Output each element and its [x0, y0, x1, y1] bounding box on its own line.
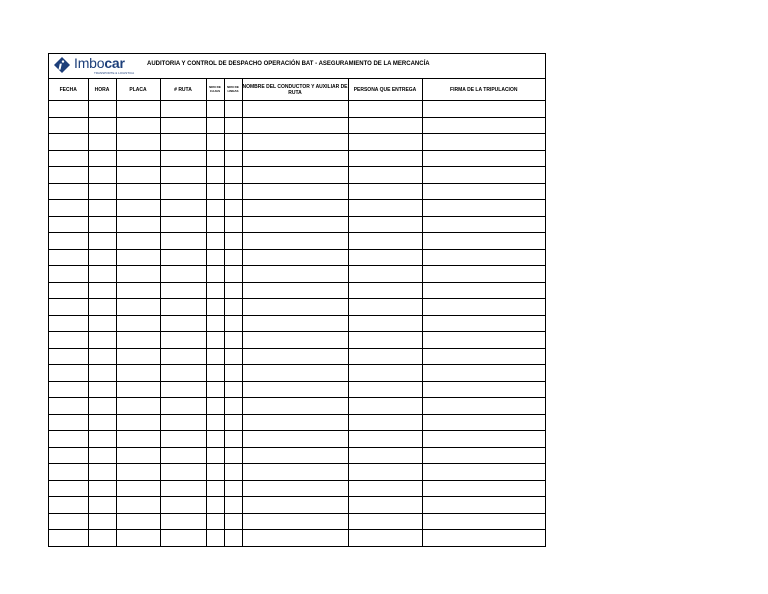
- entry-cell[interactable]: [242, 464, 348, 481]
- entry-cell[interactable]: [160, 101, 206, 118]
- entry-cell[interactable]: [242, 101, 348, 118]
- entry-cell[interactable]: [116, 348, 160, 365]
- entry-cell[interactable]: [422, 414, 545, 431]
- table-row: [49, 249, 545, 266]
- entry-cell[interactable]: [49, 167, 88, 184]
- table-row: [49, 134, 545, 151]
- entry-cell[interactable]: [206, 200, 224, 217]
- entry-cell[interactable]: [160, 299, 206, 316]
- entry-cell[interactable]: [116, 381, 160, 398]
- entry-cell[interactable]: [422, 480, 545, 497]
- entry-cell[interactable]: [116, 282, 160, 299]
- entry-cell[interactable]: [348, 216, 422, 233]
- entry-cell[interactable]: [88, 233, 116, 250]
- entry-cell[interactable]: [160, 332, 206, 349]
- entry-cell[interactable]: [49, 398, 88, 415]
- entry-cell[interactable]: [224, 299, 242, 316]
- entry-cell[interactable]: [422, 315, 545, 332]
- entry-cell[interactable]: [88, 447, 116, 464]
- table-row: [49, 381, 545, 398]
- entry-cell[interactable]: [224, 167, 242, 184]
- table-row: [49, 513, 545, 530]
- entry-cell[interactable]: [242, 381, 348, 398]
- entry-cell[interactable]: [224, 381, 242, 398]
- entry-cell[interactable]: [242, 315, 348, 332]
- entry-cell[interactable]: [116, 101, 160, 118]
- entry-cell[interactable]: [88, 299, 116, 316]
- entry-cell[interactable]: [348, 398, 422, 415]
- entry-cell[interactable]: [242, 299, 348, 316]
- entry-cell[interactable]: [224, 200, 242, 217]
- entry-cell[interactable]: [348, 150, 422, 167]
- entry-cell[interactable]: [49, 332, 88, 349]
- entry-cell[interactable]: [206, 365, 224, 382]
- table-row: [49, 117, 545, 134]
- entry-cell[interactable]: [49, 117, 88, 134]
- form-header: [49, 54, 545, 79]
- entry-cell[interactable]: [242, 167, 348, 184]
- entry-cell[interactable]: [422, 530, 545, 546]
- entry-cell[interactable]: [206, 315, 224, 332]
- entry-cell[interactable]: [160, 216, 206, 233]
- entry-cell[interactable]: [88, 332, 116, 349]
- entry-cell[interactable]: [88, 365, 116, 382]
- entry-cell[interactable]: [422, 183, 545, 200]
- entry-cell[interactable]: [160, 134, 206, 151]
- entry-cell[interactable]: [224, 464, 242, 481]
- entry-cell[interactable]: [224, 266, 242, 283]
- entry-cell[interactable]: [422, 299, 545, 316]
- entry-cell[interactable]: [422, 249, 545, 266]
- entry-cell[interactable]: [116, 513, 160, 530]
- entry-cell[interactable]: [242, 480, 348, 497]
- table-row: [49, 233, 545, 250]
- entry-cell[interactable]: [49, 282, 88, 299]
- table-row: [49, 299, 545, 316]
- entry-cell[interactable]: [206, 183, 224, 200]
- entry-cell[interactable]: [242, 134, 348, 151]
- entry-cell[interactable]: [242, 266, 348, 283]
- entry-cell[interactable]: [116, 134, 160, 151]
- entry-cell[interactable]: [348, 348, 422, 365]
- entry-cell[interactable]: [206, 480, 224, 497]
- entry-cell[interactable]: [206, 530, 224, 546]
- entry-cell[interactable]: [116, 299, 160, 316]
- entry-cell[interactable]: [348, 183, 422, 200]
- entry-cell[interactable]: [116, 266, 160, 283]
- entry-cell[interactable]: [422, 150, 545, 167]
- entry-cell[interactable]: [348, 249, 422, 266]
- entry-cell[interactable]: [116, 200, 160, 217]
- entry-cell[interactable]: [242, 249, 348, 266]
- entry-cell[interactable]: [224, 530, 242, 546]
- entry-cell[interactable]: [242, 150, 348, 167]
- col-header-persona-entrega: PERSONA QUE ENTREGA: [348, 79, 422, 101]
- table-row: [49, 431, 545, 448]
- entry-cell[interactable]: [160, 365, 206, 382]
- entry-cell[interactable]: [224, 101, 242, 118]
- entry-cell[interactable]: [224, 447, 242, 464]
- table-row: [49, 200, 545, 217]
- table-row: [49, 365, 545, 382]
- table-row: [49, 183, 545, 200]
- entry-cell[interactable]: [88, 431, 116, 448]
- entry-cell[interactable]: [422, 200, 545, 217]
- entry-cell[interactable]: [224, 134, 242, 151]
- entry-cell[interactable]: [206, 134, 224, 151]
- logo-wordmark: Imbocar: [74, 55, 125, 71]
- entry-cell[interactable]: [242, 431, 348, 448]
- table-row: [49, 101, 545, 118]
- entry-cell[interactable]: [348, 513, 422, 530]
- entry-cell[interactable]: [206, 497, 224, 514]
- entry-cell[interactable]: [422, 266, 545, 283]
- entry-cell[interactable]: [206, 431, 224, 448]
- entry-cell[interactable]: [49, 134, 88, 151]
- entry-cell[interactable]: [88, 530, 116, 546]
- entry-cell[interactable]: [224, 497, 242, 514]
- entry-cell[interactable]: [160, 150, 206, 167]
- entry-cell[interactable]: [49, 315, 88, 332]
- entry-cell[interactable]: [49, 381, 88, 398]
- entry-cell[interactable]: [116, 117, 160, 134]
- entry-cell[interactable]: [348, 299, 422, 316]
- entry-cell[interactable]: [224, 431, 242, 448]
- entry-cell[interactable]: [348, 200, 422, 217]
- entry-cell[interactable]: [49, 431, 88, 448]
- entry-cell[interactable]: [116, 480, 160, 497]
- entry-cell[interactable]: [224, 183, 242, 200]
- entry-cell[interactable]: [160, 282, 206, 299]
- entry-cell[interactable]: [348, 167, 422, 184]
- entry-cell[interactable]: [160, 200, 206, 217]
- entry-cell[interactable]: [206, 117, 224, 134]
- table-row: [49, 464, 545, 481]
- entry-cell[interactable]: [422, 398, 545, 415]
- entry-cell[interactable]: [88, 381, 116, 398]
- entry-cell[interactable]: [49, 414, 88, 431]
- entry-cell[interactable]: [88, 134, 116, 151]
- table-header-row: [49, 79, 545, 101]
- table-row: [49, 266, 545, 283]
- entry-cell[interactable]: [348, 282, 422, 299]
- entry-cell[interactable]: [88, 150, 116, 167]
- entry-cell[interactable]: [49, 266, 88, 283]
- entry-cell[interactable]: [348, 117, 422, 134]
- entry-cell[interactable]: [206, 282, 224, 299]
- entry-cell[interactable]: [422, 332, 545, 349]
- entry-cell[interactable]: [49, 299, 88, 316]
- entry-cell[interactable]: [348, 381, 422, 398]
- entry-cell[interactable]: [49, 200, 88, 217]
- entry-cell[interactable]: [224, 150, 242, 167]
- entry-cell[interactable]: [206, 414, 224, 431]
- entry-cell[interactable]: [88, 315, 116, 332]
- col-header-placa: PLACA: [116, 79, 160, 101]
- entry-cell[interactable]: [224, 398, 242, 415]
- entry-cell[interactable]: [224, 315, 242, 332]
- table-row: [49, 497, 545, 514]
- entry-cell[interactable]: [160, 381, 206, 398]
- entry-cell[interactable]: [49, 480, 88, 497]
- entry-cell[interactable]: [88, 266, 116, 283]
- entry-cell[interactable]: [348, 414, 422, 431]
- entry-cell[interactable]: [224, 480, 242, 497]
- entry-cell[interactable]: [116, 414, 160, 431]
- entry-cell[interactable]: [160, 348, 206, 365]
- entry-cell[interactable]: [88, 414, 116, 431]
- entry-cell[interactable]: [242, 365, 348, 382]
- entry-cell[interactable]: [348, 233, 422, 250]
- entry-cell[interactable]: [348, 464, 422, 481]
- entry-cell[interactable]: [348, 530, 422, 546]
- entry-cell[interactable]: [116, 249, 160, 266]
- entry-cell[interactable]: [116, 447, 160, 464]
- table-row: [49, 530, 545, 546]
- table-row: [49, 398, 545, 415]
- entry-cell[interactable]: [49, 464, 88, 481]
- entry-cell[interactable]: [206, 233, 224, 250]
- entry-cell[interactable]: [160, 233, 206, 250]
- table-row: [49, 150, 545, 167]
- table-body: [49, 101, 545, 546]
- entry-cell[interactable]: [348, 266, 422, 283]
- entry-cell[interactable]: [206, 381, 224, 398]
- entry-cell[interactable]: [242, 530, 348, 546]
- entry-cell[interactable]: [160, 167, 206, 184]
- entry-cell[interactable]: [116, 365, 160, 382]
- entry-cell[interactable]: [242, 200, 348, 217]
- entry-cell[interactable]: [206, 447, 224, 464]
- entry-cell[interactable]: [160, 266, 206, 283]
- table-row: [49, 332, 545, 349]
- entry-cell[interactable]: [116, 431, 160, 448]
- entry-cell[interactable]: [224, 513, 242, 530]
- entry-cell[interactable]: [116, 497, 160, 514]
- entry-cell[interactable]: [422, 167, 545, 184]
- entry-cell[interactable]: [160, 447, 206, 464]
- entry-cell[interactable]: [422, 431, 545, 448]
- entry-cell[interactable]: [88, 398, 116, 415]
- entry-cell[interactable]: [224, 348, 242, 365]
- entry-cell[interactable]: [422, 216, 545, 233]
- table-row: [49, 480, 545, 497]
- entry-cell[interactable]: [422, 365, 545, 382]
- entry-cell[interactable]: [348, 134, 422, 151]
- entry-cell[interactable]: [49, 530, 88, 546]
- entry-cell[interactable]: [160, 497, 206, 514]
- entry-cell[interactable]: [242, 414, 348, 431]
- entry-cell[interactable]: [224, 282, 242, 299]
- col-header-firma: FIRMA DE LA TRIPULACION: [422, 79, 545, 101]
- entry-cell[interactable]: [348, 497, 422, 514]
- entry-cell[interactable]: [160, 513, 206, 530]
- entry-cell[interactable]: [160, 464, 206, 481]
- col-header-nro-lineas: NRO DE LINEAS: [224, 79, 242, 101]
- entry-cell[interactable]: [160, 249, 206, 266]
- entry-cell[interactable]: [160, 183, 206, 200]
- entry-cell[interactable]: [348, 365, 422, 382]
- entry-cell[interactable]: [116, 398, 160, 415]
- entry-cell[interactable]: [88, 216, 116, 233]
- entry-cell[interactable]: [88, 117, 116, 134]
- entry-cell[interactable]: [422, 497, 545, 514]
- entry-cell[interactable]: [224, 216, 242, 233]
- table-row: [49, 348, 545, 365]
- entry-cell[interactable]: [88, 183, 116, 200]
- entry-cell[interactable]: [116, 167, 160, 184]
- entry-cell[interactable]: [422, 117, 545, 134]
- entry-cell[interactable]: [160, 398, 206, 415]
- entry-cell[interactable]: [206, 150, 224, 167]
- entry-cell[interactable]: [242, 497, 348, 514]
- entry-cell[interactable]: [242, 513, 348, 530]
- entry-cell[interactable]: [88, 249, 116, 266]
- entry-cell[interactable]: [206, 101, 224, 118]
- entry-cell[interactable]: [422, 381, 545, 398]
- col-header-fecha: FECHA: [49, 79, 88, 101]
- entry-cell[interactable]: [242, 233, 348, 250]
- table-row: [49, 315, 545, 332]
- col-header-hora: HORA: [88, 79, 116, 101]
- entry-cell[interactable]: [160, 414, 206, 431]
- entry-cell[interactable]: [422, 447, 545, 464]
- entry-cell[interactable]: [160, 530, 206, 546]
- entry-cell[interactable]: [49, 101, 88, 118]
- entry-cell[interactable]: [88, 348, 116, 365]
- entry-cell[interactable]: [206, 464, 224, 481]
- entry-cell[interactable]: [206, 167, 224, 184]
- entry-cell[interactable]: [224, 249, 242, 266]
- table-row: [49, 414, 545, 431]
- col-header-conductor: NOMBRE DEL CONDUCTOR Y AUXILIAR DE RUTA: [242, 79, 348, 101]
- table-row: [49, 447, 545, 464]
- entry-cell[interactable]: [422, 233, 545, 250]
- entry-cell[interactable]: [116, 530, 160, 546]
- entry-cell[interactable]: [88, 167, 116, 184]
- entry-cell[interactable]: [49, 447, 88, 464]
- entry-cell[interactable]: [206, 513, 224, 530]
- entry-cell[interactable]: [348, 332, 422, 349]
- logo-diamond-icon: [54, 57, 70, 73]
- entry-cell[interactable]: [206, 332, 224, 349]
- dispatch-audit-form: [48, 53, 546, 547]
- entry-cell[interactable]: [242, 398, 348, 415]
- entry-cell[interactable]: [422, 513, 545, 530]
- entry-cell[interactable]: [242, 447, 348, 464]
- entry-cell[interactable]: [116, 183, 160, 200]
- entry-cell[interactable]: [88, 101, 116, 118]
- entry-cell[interactable]: [242, 216, 348, 233]
- entry-cell[interactable]: [242, 117, 348, 134]
- entry-cell[interactable]: [224, 332, 242, 349]
- entry-cell[interactable]: [242, 183, 348, 200]
- entry-cell[interactable]: [348, 431, 422, 448]
- entry-cell[interactable]: [49, 216, 88, 233]
- entry-cell[interactable]: [49, 513, 88, 530]
- entry-cell[interactable]: [116, 332, 160, 349]
- entry-cell[interactable]: [348, 101, 422, 118]
- entry-cell[interactable]: [49, 249, 88, 266]
- col-header-nro-cajas: NRO DE CAJAS: [206, 79, 224, 101]
- entry-cell[interactable]: [88, 200, 116, 217]
- entry-cell[interactable]: [49, 183, 88, 200]
- table-row: [49, 216, 545, 233]
- entry-cell[interactable]: [116, 150, 160, 167]
- entry-cell[interactable]: [242, 348, 348, 365]
- entry-cell[interactable]: [206, 216, 224, 233]
- entry-cell[interactable]: [242, 282, 348, 299]
- table-row: [49, 282, 545, 299]
- entry-cell[interactable]: [160, 315, 206, 332]
- entry-cell[interactable]: [160, 431, 206, 448]
- entry-cell[interactable]: [49, 233, 88, 250]
- entry-cell[interactable]: [49, 150, 88, 167]
- entry-cell[interactable]: [49, 365, 88, 382]
- entry-cell[interactable]: [88, 513, 116, 530]
- imbocar-logo: [54, 56, 136, 76]
- entry-cell[interactable]: [348, 480, 422, 497]
- entry-cell[interactable]: [242, 332, 348, 349]
- entry-cell[interactable]: [206, 299, 224, 316]
- logo-tagline: TRANSPORTE & LOGISTICA: [94, 71, 135, 75]
- entry-cell[interactable]: [49, 348, 88, 365]
- entry-cell[interactable]: [116, 216, 160, 233]
- entry-cell[interactable]: [88, 497, 116, 514]
- entry-cell[interactable]: [206, 398, 224, 415]
- entry-cell[interactable]: [224, 414, 242, 431]
- entry-cell[interactable]: [49, 497, 88, 514]
- entry-cell[interactable]: [116, 233, 160, 250]
- entry-cell[interactable]: [206, 266, 224, 283]
- entry-cell[interactable]: [422, 348, 545, 365]
- entry-cell[interactable]: [422, 134, 545, 151]
- entry-cell[interactable]: [88, 282, 116, 299]
- table-row: [49, 167, 545, 184]
- entry-cell[interactable]: [206, 249, 224, 266]
- entry-cell[interactable]: [224, 365, 242, 382]
- dispatch-table: [49, 79, 545, 546]
- entry-cell[interactable]: [224, 117, 242, 134]
- entry-cell[interactable]: [160, 480, 206, 497]
- entry-cell[interactable]: [88, 480, 116, 497]
- entry-cell[interactable]: [206, 348, 224, 365]
- entry-cell[interactable]: [422, 464, 545, 481]
- entry-cell[interactable]: [116, 464, 160, 481]
- entry-cell[interactable]: [116, 315, 160, 332]
- entry-cell[interactable]: [160, 117, 206, 134]
- entry-cell[interactable]: [348, 447, 422, 464]
- col-header-ruta: # RUTA: [160, 79, 206, 101]
- entry-cell[interactable]: [422, 101, 545, 118]
- entry-cell[interactable]: [348, 315, 422, 332]
- entry-cell[interactable]: [224, 233, 242, 250]
- form-title: AUDITORIA Y CONTROL DE DESPACHO OPERACIÓN BAT - ASEGURAMIENTO DE LA MERCANCÍA: [147, 61, 430, 67]
- entry-cell[interactable]: [88, 464, 116, 481]
- entry-cell[interactable]: [422, 282, 545, 299]
